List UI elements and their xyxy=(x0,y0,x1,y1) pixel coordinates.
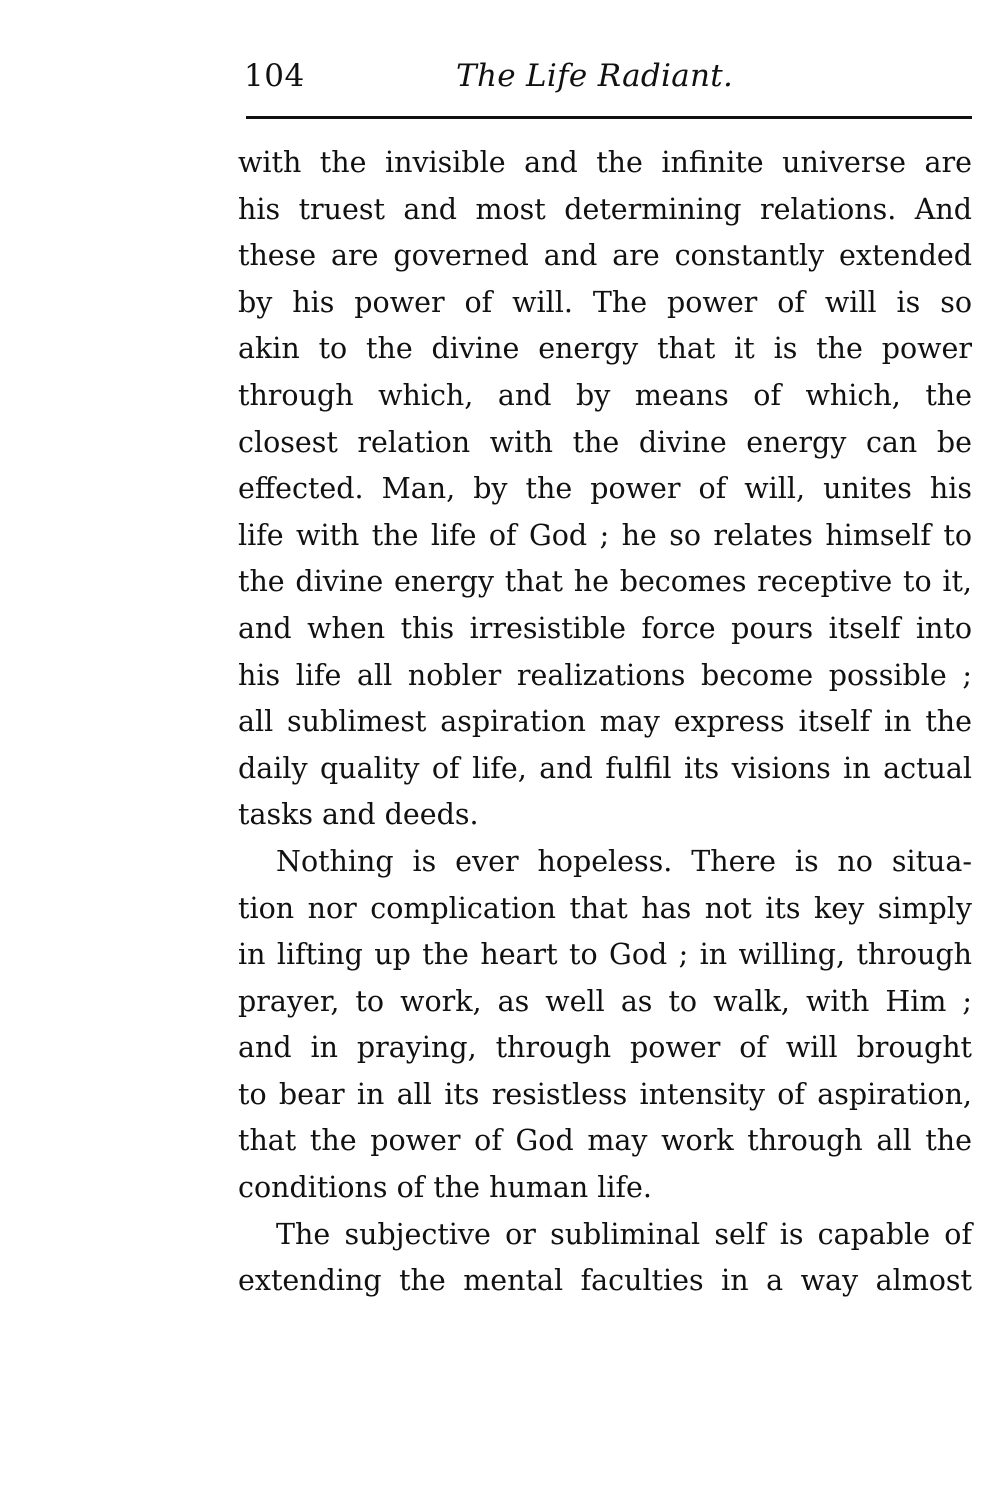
text-line: that the power of God may work through all the xyxy=(238,1124,972,1158)
text-line: life with the life of God ; he so relates himself to xyxy=(238,518,972,552)
page-header xyxy=(238,52,972,104)
text-line: and when this irresistible force pours itself into xyxy=(238,611,972,645)
text-line: closest relation with the divine energy can be xyxy=(238,425,972,459)
text-line: his truest and most determining relations. And xyxy=(238,192,972,226)
header-rule xyxy=(246,116,972,119)
text-line: to bear in all its resistless intensity of aspiration, xyxy=(238,1077,972,1111)
text-line: The subjective or subliminal self is capable of xyxy=(276,1217,972,1251)
text-line: these are governed and are constantly extended xyxy=(238,239,972,273)
text-line: and in praying, through power of will brought xyxy=(238,1031,972,1065)
text-line: with the invisible and the infinite universe are xyxy=(238,146,972,179)
running-title: The Life Radiant. xyxy=(456,58,734,94)
text-line: akin to the divine energy that it is the power xyxy=(238,332,972,366)
page-number: 104 xyxy=(244,58,305,94)
text-line: extending the mental faculties in a way almost xyxy=(238,1264,972,1298)
text-line: all sublimest aspiration may express itself in the xyxy=(238,705,972,739)
text-line: effected. Man, by the power of will, unites his xyxy=(238,472,972,506)
text-line: Nothing is ever hopeless. There is no situa- xyxy=(276,844,972,878)
text-line: daily quality of life, and fulfil its visions in actual xyxy=(238,751,972,785)
text-line: by his power of will. The power of will is so xyxy=(238,285,972,319)
text-line: tasks and deeds. xyxy=(238,798,479,832)
text-line: conditions of the human life. xyxy=(238,1171,652,1205)
text-line: the divine energy that he becomes receptive to it, xyxy=(238,565,972,599)
text-line: in lifting up the heart to God ; in willing, through xyxy=(238,938,972,972)
text-line: prayer, to work, as well as to walk, with Him ; xyxy=(238,984,972,1018)
text-line: through which, and by means of which, the xyxy=(238,378,972,412)
text-line: his life all nobler realizations become possible ; xyxy=(238,658,972,692)
body-text xyxy=(238,140,972,1305)
book-page xyxy=(238,52,972,1298)
text-line: tion nor complication that has not its key simply xyxy=(238,891,972,925)
